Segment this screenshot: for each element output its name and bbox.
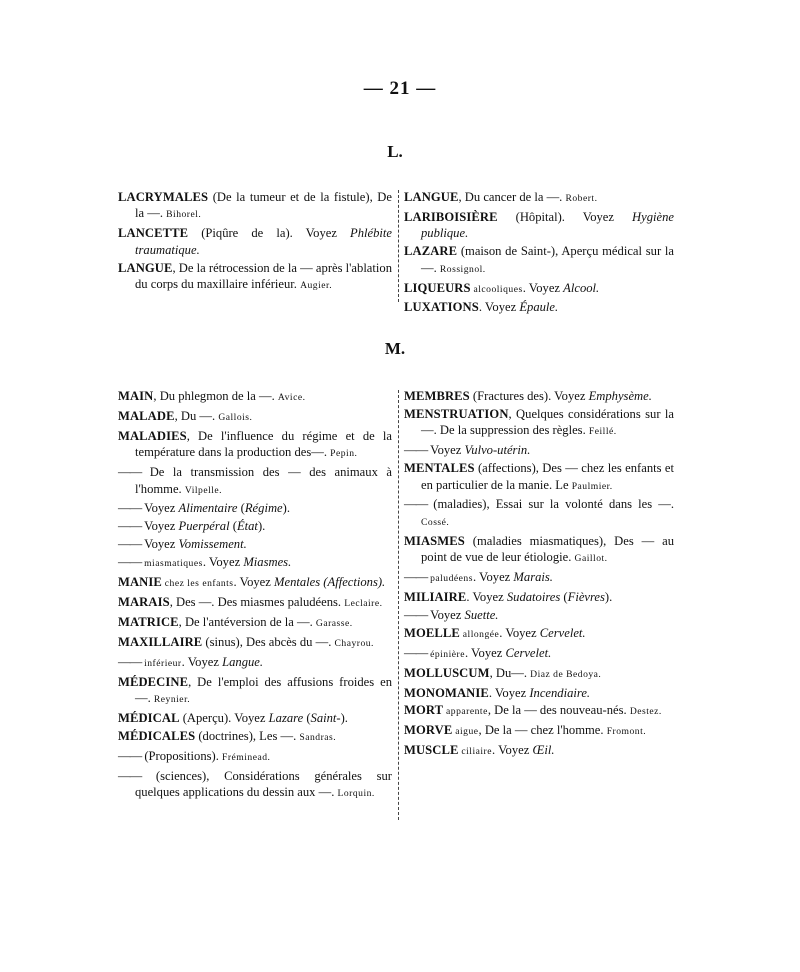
index-entry <box>404 406 674 441</box>
column-divider <box>398 190 399 302</box>
index-entry <box>404 665 674 683</box>
entry-headword: MAXILLAIRE <box>118 634 203 649</box>
entry-text: . Voyez <box>464 645 506 660</box>
index-entry <box>404 280 674 298</box>
index-entry <box>404 722 674 740</box>
index-entry <box>118 388 392 406</box>
entry-italic: Vulvo-utérin. <box>464 443 531 458</box>
entry-text: , Du phlegmon de la —. <box>153 389 278 403</box>
entry-italic: Mentales (Affections). <box>274 575 386 590</box>
index-entry <box>404 533 674 568</box>
entry-text: (maladies miasmatiques), Des — au point de vue de leur étiologie. <box>421 533 674 565</box>
entry-text: , De l'emploi des affusions froides en —. <box>135 674 392 705</box>
entry-text: ( <box>560 589 568 604</box>
entry-italic: Fièvres <box>567 589 605 604</box>
index-entry <box>404 645 674 663</box>
entry-text: (De la tumeur et de la fistule), De la —. <box>135 190 392 221</box>
entry-text: . Voyez <box>472 570 514 585</box>
entry-text: ). <box>604 589 613 604</box>
entry-text: (sciences), Considérations générales sur quelques applications du dessin aux —. <box>135 768 392 800</box>
entry-headword: MALADIES <box>118 428 187 443</box>
index-entry <box>404 625 674 643</box>
entry-ditto-dash: —— <box>118 501 142 516</box>
index-entry <box>404 589 674 605</box>
entry-ditto-dash: —— <box>404 645 428 660</box>
entry-italic: Alimentaire <box>178 501 238 516</box>
entry-headword: LANGUE <box>404 190 459 204</box>
entry-ditto-dash: —— <box>118 555 142 570</box>
entry-headword: MAIN <box>118 389 154 403</box>
entry-smallcaps: Garasse. <box>315 617 353 629</box>
index-entry <box>404 742 674 760</box>
entry-ditto-dash: —— <box>118 748 142 763</box>
entry-smallcaps: Rossignol. <box>439 263 486 275</box>
entry-italic: Incendiaire. <box>529 685 591 700</box>
entry-headword: MARAIS <box>118 594 170 609</box>
entry-smallcaps: Diaz de Bedoya. <box>530 668 602 680</box>
entry-smallcaps: aigue <box>452 726 479 738</box>
entry-headword: MONOMANIE <box>404 685 489 700</box>
entry-headword: MALADE <box>118 408 175 423</box>
entry-smallcaps: Pepin. <box>330 448 358 460</box>
index-entry <box>404 569 674 587</box>
index-entry <box>118 554 392 572</box>
entry-text: Voyez <box>427 607 465 622</box>
entry-headword: MOLLUSCUM <box>404 665 490 680</box>
entry-text: , Du —. <box>174 408 219 423</box>
entry-text: (doctrines), Les —. <box>195 728 300 743</box>
entry-headword: LUXATIONS <box>404 300 479 315</box>
index-entry <box>404 496 674 531</box>
index-entry <box>404 243 674 278</box>
entry-headword: LIQUEURS <box>404 280 471 295</box>
index-entry <box>118 518 392 534</box>
entry-text: ( <box>303 710 311 725</box>
index-entry <box>404 299 674 315</box>
page-number: — 21 — <box>363 78 437 99</box>
entry-text: , Des —. Des miasmes paludéens. <box>169 594 345 609</box>
index-entry <box>404 189 674 207</box>
index-entry <box>118 225 392 258</box>
entry-text: . Voyez <box>466 589 507 604</box>
entry-text: . Voyez <box>488 685 530 700</box>
column-divider <box>398 390 399 820</box>
left-column <box>118 388 392 804</box>
entry-headword: MILIAIRE <box>404 589 467 604</box>
entry-ditto-dash: —— <box>404 607 428 622</box>
index-entry <box>404 685 674 701</box>
entry-smallcaps: Augier. <box>300 280 333 292</box>
entry-smallcaps: Sandras. <box>299 731 337 743</box>
entry-text: . Voyez <box>202 555 244 570</box>
entry-smallcaps: Gaillot. <box>574 553 608 565</box>
entry-italic: Hygiène publique. <box>421 209 674 241</box>
entry-smallcaps: miasmatiques <box>141 558 203 570</box>
index-entry <box>118 189 392 224</box>
index-entry <box>118 428 392 463</box>
entry-smallcaps: épinière <box>427 648 465 660</box>
entry-headword: MÉDICAL <box>118 710 180 725</box>
entry-smallcaps: Destez. <box>629 706 662 718</box>
entry-smallcaps: Paulmier. <box>571 480 613 492</box>
right-column <box>404 189 674 317</box>
entry-text: ). <box>282 501 290 516</box>
entry-text: De la transmission des — des animaux à l'homme. <box>135 465 392 496</box>
index-entry <box>118 748 392 766</box>
entry-text: . Voyez <box>499 625 540 640</box>
index-entry <box>118 500 392 516</box>
entry-smallcaps: Reynier. <box>153 694 191 705</box>
entry-text: , De la rétrocession de la — après l'ablation du corps du maxillaire inférieur. <box>135 260 392 292</box>
entry-smallcaps: Robert. <box>565 193 598 204</box>
index-entry <box>118 536 392 552</box>
index-entry <box>404 442 674 458</box>
entry-smallcaps: inférieur <box>141 657 182 669</box>
entry-smallcaps: Fréminead. <box>222 751 271 763</box>
entry-italic: Régime <box>244 501 283 516</box>
entry-smallcaps: Feillé. <box>588 426 617 438</box>
entry-smallcaps: allongée <box>459 628 500 640</box>
entry-ditto-dash: —— <box>118 654 142 669</box>
entry-text: Voyez <box>141 519 179 534</box>
entry-text: (Hôpital). Voyez <box>497 209 633 224</box>
section-letter-M: M. <box>384 339 406 358</box>
entry-text: Voyez <box>427 443 465 458</box>
entry-smallcaps: Cossé. <box>421 516 450 528</box>
index-entry <box>118 654 392 672</box>
entry-italic: Miasmes. <box>243 555 292 570</box>
entry-text: , De l'influence du régime et de la température dans la production des—. <box>135 428 392 460</box>
entry-smallcaps: Vilpelle. <box>184 484 223 496</box>
entry-text: , Du cancer de la —. <box>458 190 566 204</box>
index-entry <box>118 260 392 295</box>
entry-smallcaps: Lorquin. <box>337 788 375 800</box>
entry-headword: LARIBOISIÈRE <box>404 209 498 224</box>
entry-italic: Sudatoires <box>506 589 561 604</box>
index-entry <box>118 408 392 426</box>
entry-italic: Marais. <box>513 570 553 585</box>
left-column <box>118 189 392 296</box>
entry-text: . Voyez <box>478 300 520 315</box>
index-entry <box>118 634 392 652</box>
entry-headword: MANIE <box>118 575 162 590</box>
entry-italic: Suette. <box>464 607 499 622</box>
index-entry <box>118 614 392 632</box>
index-entry <box>118 710 392 726</box>
entry-italic: Lazare <box>268 710 304 725</box>
entry-smallcaps: ciliaire <box>458 746 493 758</box>
entry-italic: Œil. <box>532 743 555 758</box>
entry-smallcaps: chez les enfants <box>161 578 234 590</box>
entry-italic: État <box>236 519 258 534</box>
entry-text: , De la — des nouveau-nés. <box>487 703 630 718</box>
entry-ditto-dash: —— <box>118 465 142 480</box>
entry-text: . Voyez <box>233 575 274 590</box>
entry-headword: MORT <box>404 703 444 718</box>
entry-smallcaps: Bihorel. <box>166 209 202 221</box>
entry-smallcaps: Chayrou. <box>334 637 374 649</box>
entry-text: , Quelques considérations sur la —. De la suppression des règles. <box>421 406 674 438</box>
index-entry <box>118 768 392 803</box>
entry-text: , De la — chez l'homme. <box>478 723 607 738</box>
entry-headword: MENSTRUATION <box>404 406 509 421</box>
index-entry <box>118 728 392 746</box>
entry-ditto-dash: —— <box>404 570 428 585</box>
index-entry <box>118 574 392 592</box>
entry-headword: MATRICE <box>118 614 179 629</box>
entry-text: , De l'antéversion de la —. <box>178 614 316 629</box>
entry-italic: Cervelet. <box>539 625 586 640</box>
entry-ditto-dash: —— <box>118 537 142 552</box>
section-letter-L: L. <box>387 142 403 161</box>
entry-smallcaps: paludéens <box>427 573 473 585</box>
entry-smallcaps: Avice. <box>277 392 306 403</box>
entry-smallcaps: alcooliques <box>470 283 523 295</box>
entry-ditto-dash: —— <box>404 497 428 512</box>
entry-text: Voyez <box>141 501 179 516</box>
entry-italic: Emphysème. <box>588 389 652 403</box>
entry-headword: MIASMES <box>404 533 465 548</box>
entry-text: Voyez <box>141 537 179 552</box>
entry-headword: MEMBRES <box>404 389 470 403</box>
index-entry <box>404 209 674 242</box>
entry-italic: Vomissement. <box>178 537 247 552</box>
entry-italic: Langue. <box>222 654 264 669</box>
entry-headword: MÉDICALES <box>118 728 196 743</box>
entry-ditto-dash: —— <box>118 519 142 534</box>
entry-smallcaps: Fromont. <box>606 726 647 738</box>
entry-text: (Fractures des). Voyez <box>469 389 589 403</box>
entry-text: ). <box>340 710 348 725</box>
entry-italic: Puerpéral <box>178 519 230 534</box>
entry-headword: LAZARE <box>404 244 458 259</box>
entry-text: , Du—. <box>489 665 531 680</box>
index-entry <box>118 594 392 612</box>
entry-text: (maison de Saint-), Aperçu médical sur la —. <box>421 244 674 275</box>
entry-text: ). <box>257 519 266 534</box>
entry-text: (sinus), Des abcès du —. <box>202 634 335 649</box>
entry-headword: MORVE <box>404 723 453 738</box>
entry-text: . Voyez <box>522 280 564 295</box>
entry-italic: Alcool. <box>563 280 600 295</box>
entry-italic: Saint- <box>310 710 341 725</box>
entry-headword: MENTALES <box>404 461 475 476</box>
entry-text: (Propositions). <box>141 748 223 763</box>
index-entry <box>118 464 392 499</box>
index-entry <box>404 607 674 623</box>
entry-headword: LANGUE <box>118 260 173 275</box>
index-entry <box>404 702 674 720</box>
index-entry <box>118 674 392 709</box>
entry-text: . Voyez <box>181 654 223 669</box>
entry-headword: MUSCLE <box>404 743 459 758</box>
entry-headword: LANCETTE <box>118 226 189 241</box>
entry-headword: MÉDECINE <box>118 674 189 689</box>
entry-headword: MOELLE <box>404 625 460 640</box>
entry-smallcaps: Gallois. <box>218 411 253 423</box>
entry-italic: Cervelet. <box>505 645 552 660</box>
entry-smallcaps: Leclaire. <box>344 597 383 609</box>
entry-smallcaps: apparente <box>443 706 488 718</box>
entry-text: . Voyez <box>492 743 533 758</box>
entry-headword: LACRYMALES <box>118 190 209 204</box>
entry-text: ( <box>229 519 237 534</box>
entry-text: (maladies), Essai sur la volonté dans les —. <box>427 497 674 512</box>
entry-text: (Piqûre de la). Voyez <box>188 226 351 241</box>
entry-text: ( <box>237 501 245 516</box>
index-entry <box>404 388 674 404</box>
right-column <box>404 388 674 762</box>
entry-text: (Aperçu). Voyez <box>179 710 269 725</box>
entry-italic: Épaule. <box>519 300 559 315</box>
entry-italic: Phlébite traumatique. <box>135 226 392 257</box>
entry-ditto-dash: —— <box>118 768 142 783</box>
entry-ditto-dash: —— <box>404 443 428 458</box>
index-entry <box>404 460 674 495</box>
entry-text: (affections), Des — chez les enfants et en particulier de la manie. Le <box>421 461 674 492</box>
